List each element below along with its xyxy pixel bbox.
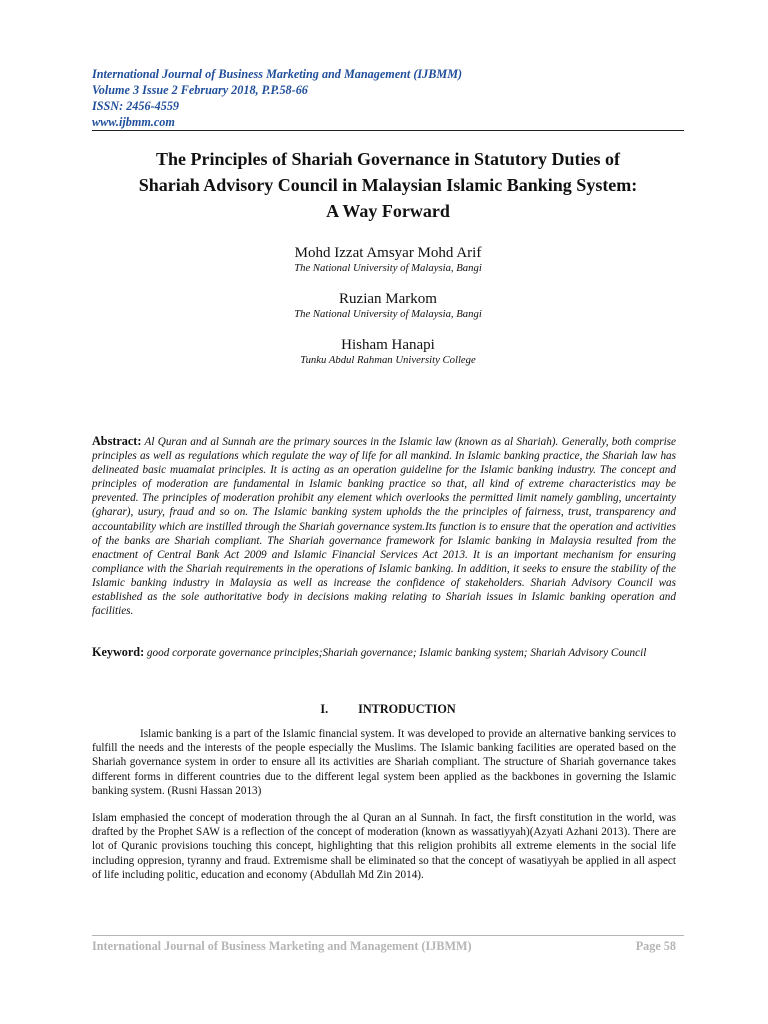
- title-line-2: Shariah Advisory Council in Malaysian Islamic Banking System:: [138, 175, 638, 195]
- author-name: Hisham Hanapi: [341, 337, 435, 353]
- journal-website[interactable]: www.ijbmm.com: [92, 115, 175, 129]
- author-affiliation: The National University of Malaysia, Bangi: [294, 262, 482, 274]
- abstract-label: Abstract:: [92, 434, 142, 448]
- author-entry: [92, 244, 684, 275]
- author-name: Ruzian Markom: [339, 291, 437, 307]
- section-number: I.: [320, 702, 329, 716]
- body-paragraph: Islam emphasied the concept of moderation through the al Quran an al Sunnah. In fact, the firsft constitution in the world, was drafted by the Prophet SAW is a reflection of the concept of moderation (known as wassatiyyah)(Azyati Azhani 2013). There are lot of Quranic provisions touching this concept, highlighting that this religion prohibits all extreme elements in the social life including oppresion, tyranny and fraud. Extremisme shall be eliminated so that the concept of wasatiyyah be applied in all aspect of life including politic, education and economy (Abdullah Md Zin 2014).: [92, 812, 676, 881]
- body-paragraph: Islamic banking is a part of the Islamic financial system. It was developed to provide an alternative banking services to fulfill the needs and the interests of the people especially the Muslims. The Islamic banking facilities are operated based on the Shariah governance system in order to ensure all its activities are Shariah compliant. The structure of Shariah governance takes different forms in different countries due to the different legal system been applied as the backbones in governing the Islamic banking system. (Rusni Hassan 2013): [92, 728, 676, 797]
- abstract-text: Al Quran and al Sunnah are the primary sources in the Islamic law (known as al Shariah). Generally, both comprise principles as well as regulations which regulate the way of life for all mankind. In Islamic banking practice, the Shariah law has delineated basic muamalat principles. It is acting as an operation guideline for the Islamic banking industry. The concept and principles of moderation are fundamental in Islamic banking practice so that, all kind of extreme characteristics may be prevented. The principles of moderation prohibit any element which overlooks the permitted limit namely gambling, uncertainty (gharar), usury, fraud and so on. The Islamic banking system upholds the the principles of fairness, trust, transparency and accountability which are instilled through the Shariah governance system.Its function is to ensure that the operation and activities of the banks are Shariah compliant. The Shariah governance framework for Islamic banking in Malaysia resulted from the enactment of Central Bank Act 2009 and Islamic Financial Services Act 2013. It is an important mechanism for ensuring compliance with the Shariah requirements in the operations of Islamic banking. In addition, it seeks to ensure the stability of the Islamic banking industry in Malaysia as well as increase the confidence of stakeholders. Shariah Advisory Council was established as the sole authoritative body in decisions making relating to Shariah issues in Islamic banking operation and facilities.: [92, 436, 676, 618]
- author-entry: [92, 290, 684, 321]
- author-list: [92, 244, 684, 382]
- journal-volume: Volume 3 Issue 2 February 2018, P.P.58-66: [92, 83, 308, 97]
- journal-header: [92, 66, 682, 130]
- keyword-text: good corporate governance principles;Shariah governance; Islamic banking system; Shariah Advisory Council: [146, 647, 647, 659]
- page-number: Page 58: [635, 939, 676, 953]
- abstract: [92, 434, 676, 618]
- journal-name: International Journal of Business Marketing and Management (IJBMM): [92, 67, 463, 81]
- journal-issn: ISSN: 2456-4559: [92, 99, 180, 113]
- footer-journal: International Journal of Business Marketing and Management (IJBMM): [92, 939, 472, 953]
- keyword-label: Keyword:: [92, 645, 145, 659]
- author-affiliation: The National University of Malaysia, Bangi: [294, 308, 482, 320]
- paper-title: [92, 146, 684, 224]
- author-affiliation: Tunku Abdul Rahman University College: [300, 354, 476, 366]
- header-divider: [92, 130, 684, 131]
- footer-divider: [92, 935, 684, 936]
- title-line-3: A Way Forward: [326, 201, 450, 221]
- title-line-1: The Principles of Shariah Governance in Statutory Duties of: [156, 149, 620, 169]
- section-heading: [92, 701, 684, 717]
- author-entry: [92, 336, 684, 367]
- keywords: [92, 645, 676, 660]
- author-name: Mohd Izzat Amsyar Mohd Arif: [294, 245, 482, 261]
- section-title: INTRODUCTION: [358, 702, 456, 716]
